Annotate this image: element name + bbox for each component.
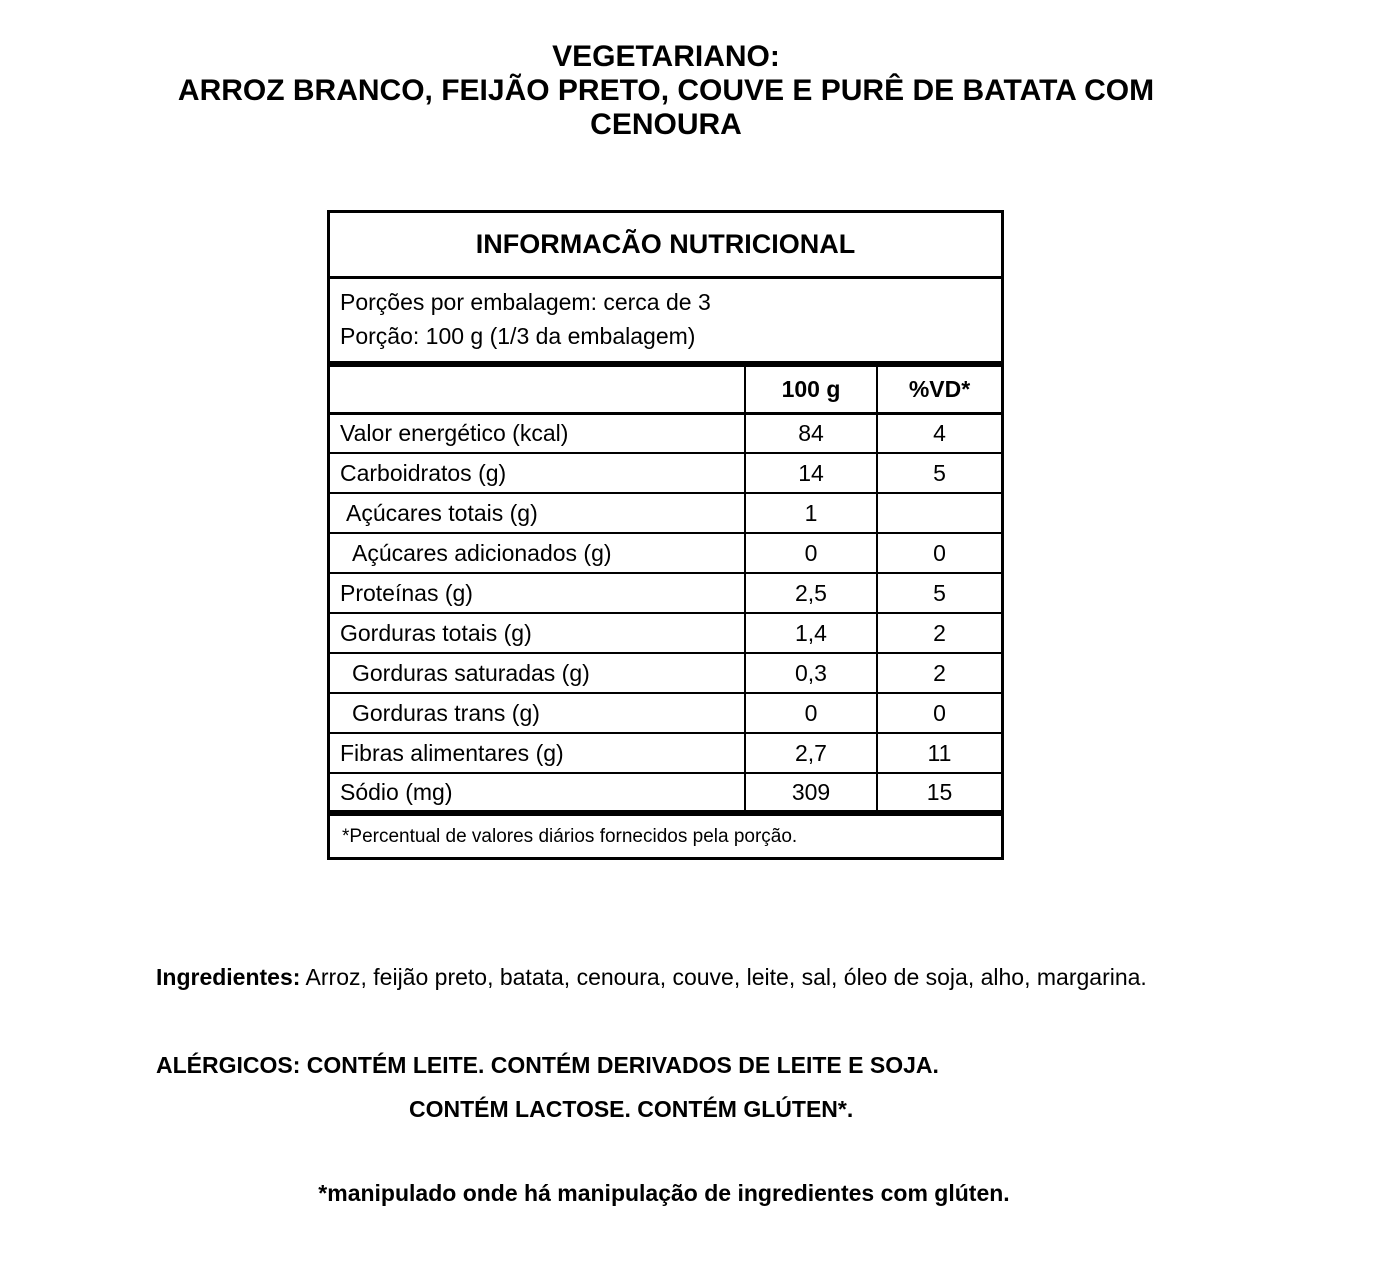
nutrient-row	[330, 453, 1001, 493]
header-blank-cell	[330, 367, 745, 413]
nutrient-daily-value: 4	[877, 413, 1001, 453]
nutrient-row	[330, 493, 1001, 533]
ingredients-text	[156, 955, 1156, 999]
serving-info	[330, 279, 1001, 367]
ingredients-label: Ingredientes:	[156, 964, 301, 990]
nutrient-row	[330, 413, 1001, 453]
nutrient-row	[330, 653, 1001, 693]
nutrient-daily-value: 2	[877, 653, 1001, 693]
nutrient-daily-value: 15	[877, 773, 1001, 813]
nutrient-amount: 0	[745, 533, 877, 573]
gluten-note: *manipulado onde há manipulação de ingredientes com glúten.	[318, 1180, 1010, 1206]
nutrient-label: Açúcares adicionados (g)	[330, 533, 745, 573]
nutrient-header-row	[330, 367, 1001, 413]
nutrient-amount: 1	[745, 493, 877, 533]
nutrient-row	[330, 773, 1001, 813]
title-line-2: ARROZ BRANCO, FEIJÃO PRETO, COUVE E PURÊ DE BATATA COM	[177, 74, 1155, 107]
nutrient-row	[330, 613, 1001, 653]
nutrient-amount: 2,7	[745, 733, 877, 773]
nutrient-row	[330, 693, 1001, 733]
nutrient-table	[330, 367, 1001, 816]
nutrient-daily-value: 0	[877, 533, 1001, 573]
nutrient-row	[330, 733, 1001, 773]
allergen-line-2: CONTÉM LACTOSE. CONTÉM GLÚTEN*.	[409, 1096, 854, 1122]
nutrient-amount: 14	[745, 453, 877, 493]
serving-size: Porção: 100 g (1/3 da embalagem)	[340, 323, 696, 349]
nutrient-amount: 0,3	[745, 653, 877, 693]
ingredients-list: Arroz, feijão preto, batata, cenoura, couve, leite, sal, óleo de soja, alho, margarina.	[300, 964, 1147, 990]
header-amount: 100 g	[745, 367, 877, 413]
nutrient-daily-value: 0	[877, 693, 1001, 733]
nutrient-amount: 309	[745, 773, 877, 813]
nutrient-label: Gorduras trans (g)	[330, 693, 745, 733]
allergen-line-1: ALÉRGICOS: CONTÉM LEITE. CONTÉM DERIVADOS DE LEITE E SOJA.	[156, 1052, 939, 1078]
nutrition-heading: INFORMACÃO NUTRICIONAL	[330, 213, 1001, 279]
title-line-3: CENOURA	[590, 108, 742, 141]
nutrient-amount: 84	[745, 413, 877, 453]
nutrient-row	[330, 573, 1001, 613]
nutrient-daily-value: 11	[877, 733, 1001, 773]
nutrient-amount: 2,5	[745, 573, 877, 613]
nutrient-label: Valor energético (kcal)	[330, 413, 745, 453]
nutrient-daily-value: 5	[877, 573, 1001, 613]
nutrition-footnote: *Percentual de valores diários fornecidos pela porção.	[342, 826, 798, 847]
nutrient-label: Açúcares totais (g)	[330, 493, 745, 533]
nutrient-label: Fibras alimentares (g)	[330, 733, 745, 773]
title-line-1: VEGETARIANO:	[552, 40, 780, 73]
header-daily-value: %VD*	[877, 367, 1001, 413]
nutrient-amount: 0	[745, 693, 877, 733]
nutrient-label: Carboidratos (g)	[330, 453, 745, 493]
nutrient-amount: 1,4	[745, 613, 877, 653]
nutrition-facts-table	[327, 210, 1004, 860]
nutrient-label: Sódio (mg)	[330, 773, 745, 813]
nutrient-label: Proteínas (g)	[330, 573, 745, 613]
nutrient-daily-value: 5	[877, 453, 1001, 493]
nutrient-label: Gorduras saturadas (g)	[330, 653, 745, 693]
nutrient-daily-value	[877, 493, 1001, 533]
nutrient-daily-value: 2	[877, 613, 1001, 653]
servings-per-package: Porções por embalagem: cerca de 3	[340, 289, 711, 315]
product-title	[0, 40, 1332, 142]
nutrient-label: Gorduras totais (g)	[330, 613, 745, 653]
nutrient-row	[330, 533, 1001, 573]
allergen-warning	[156, 1043, 1156, 1131]
